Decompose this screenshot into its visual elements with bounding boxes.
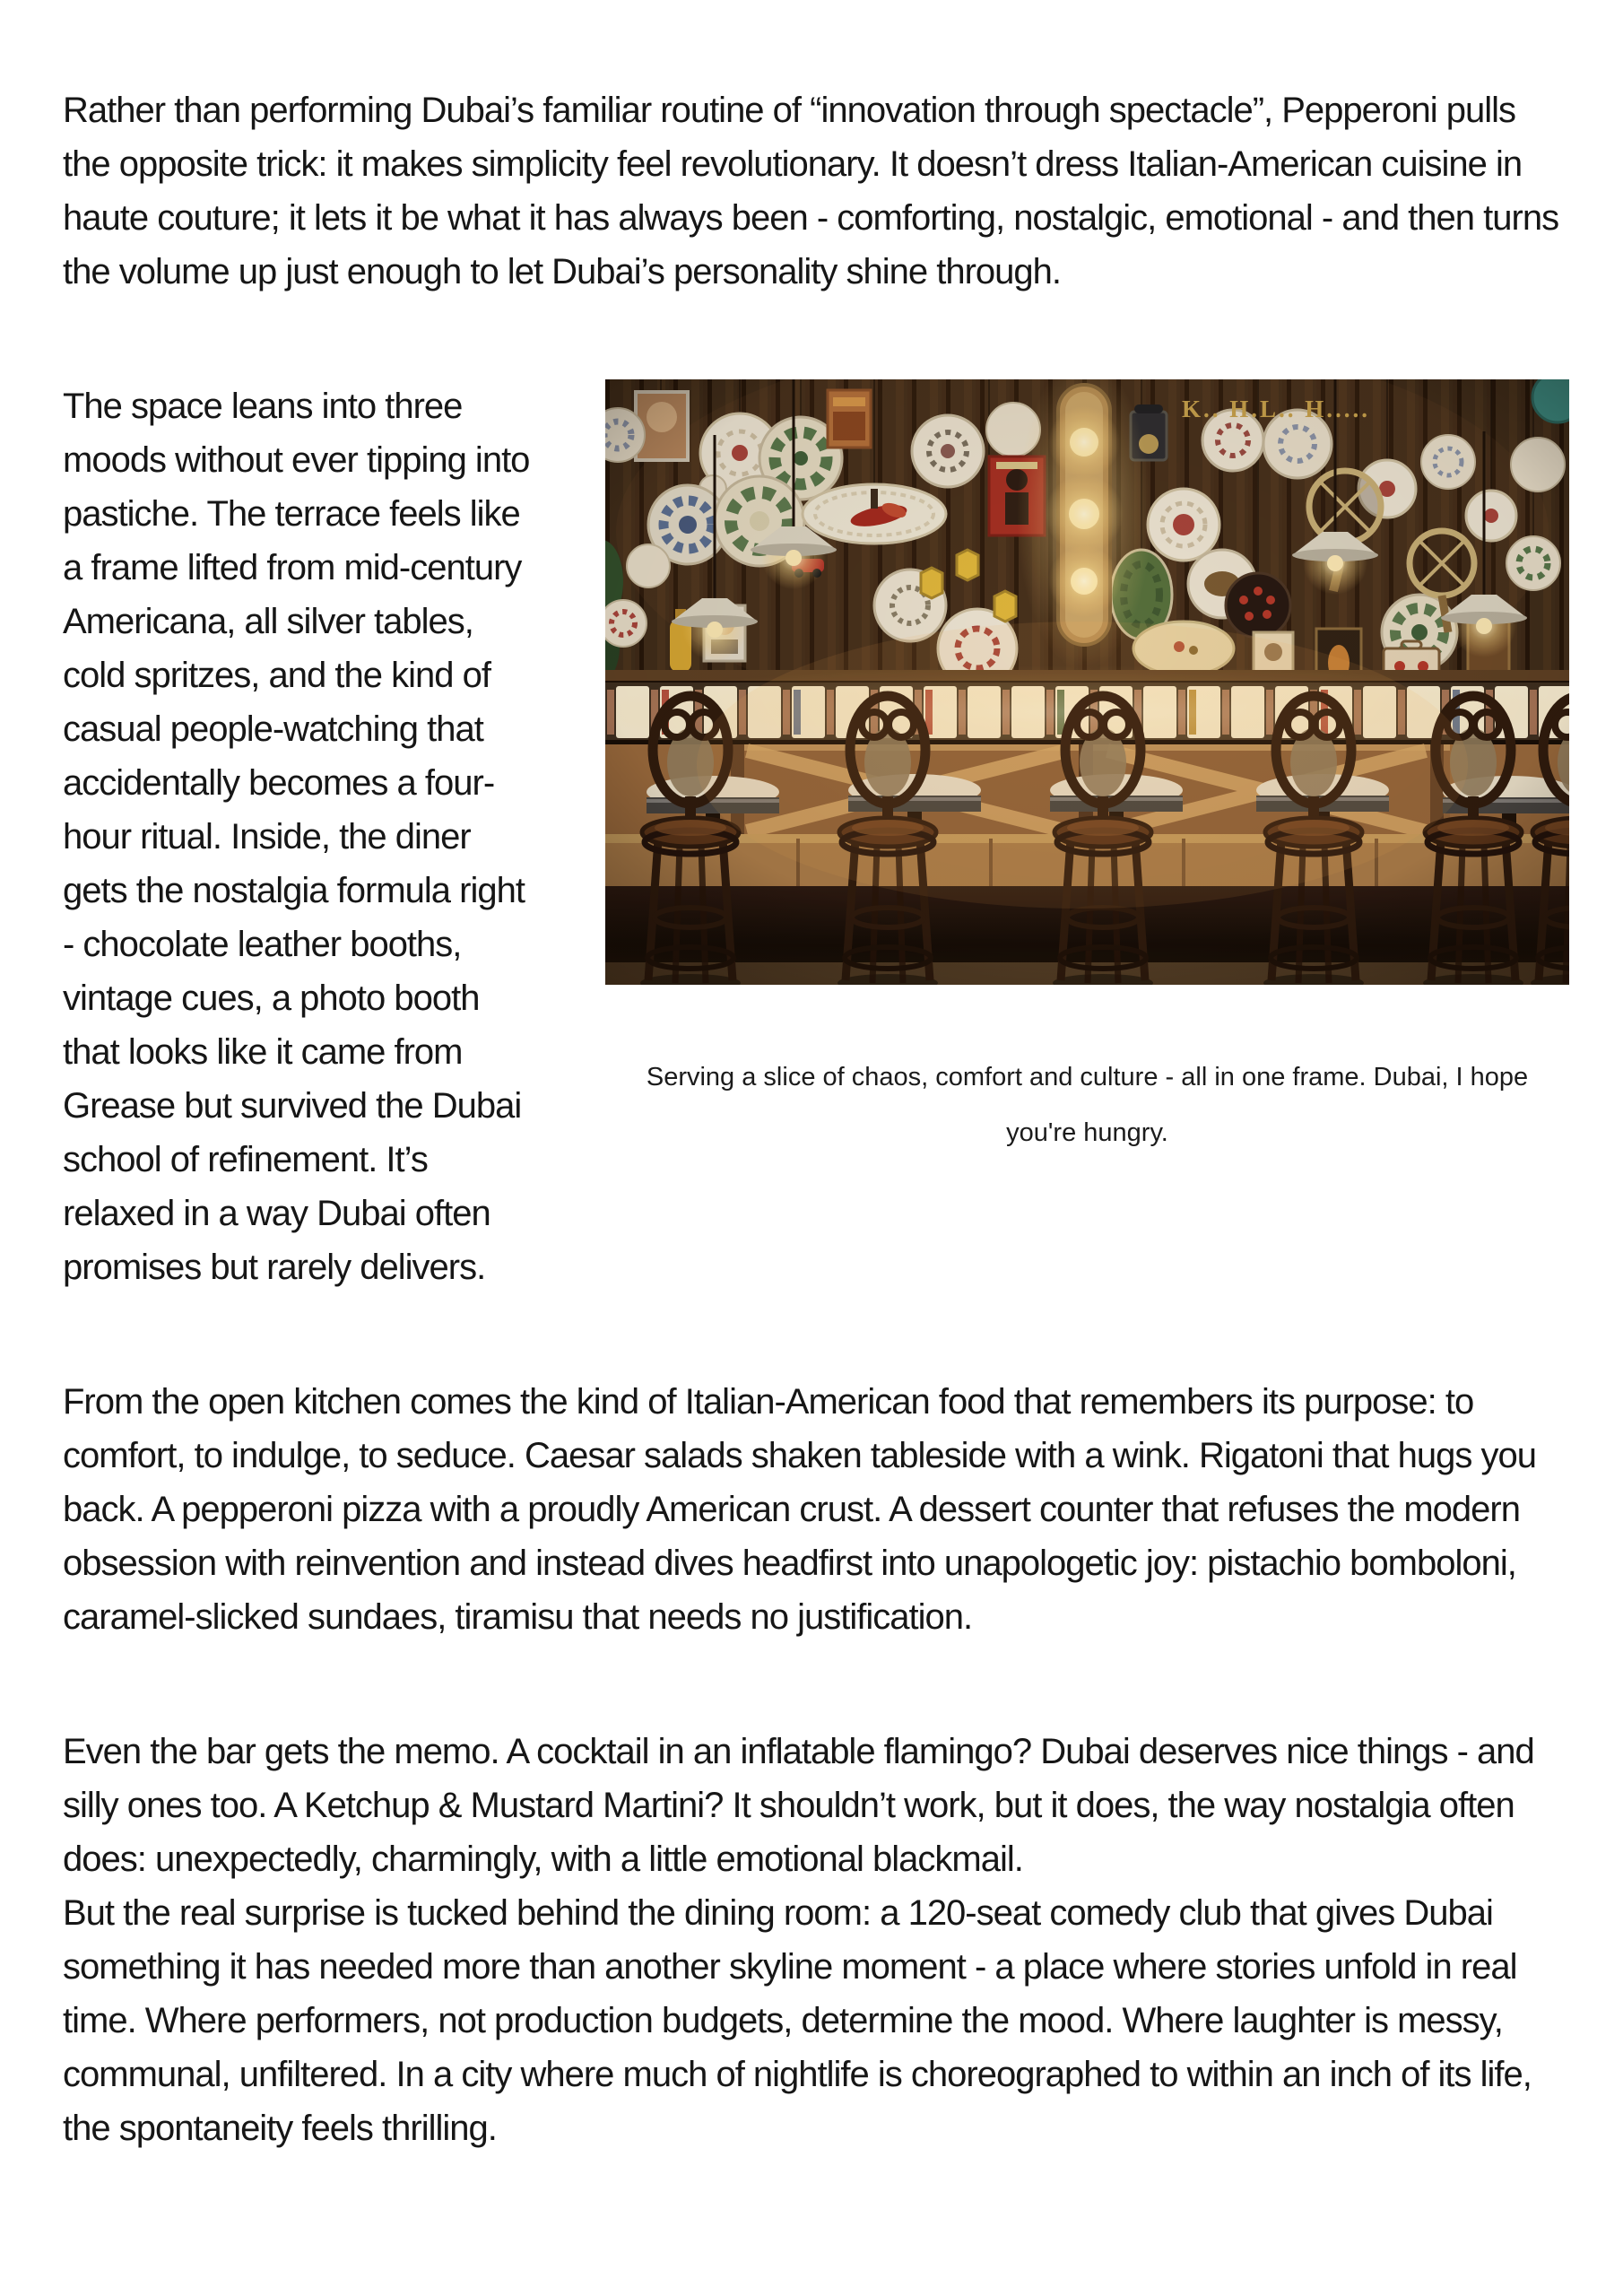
paragraph-4-part-1: Even the bar gets the memo. A cocktail in an inflatable flamingo? Dubai deserves nice things - and silly ones too. A Ketchup & Mustard Martini? It shouldn’t work, but it does, the way nostalgia often does: unexpectedly, charmingly, with a little emotional blackmail. [63, 1732, 1534, 1879]
article [63, 83, 1569, 2155]
paragraph-1: Rather than performing Dubai’s familiar routine of “innovation through spectacle”, Pepperoni pulls the opposite trick: it makes simplicity feel revolutionary. It doesn’t dress Italian-American cuisine in haute couture; it lets it be what it has always been - comforting, nostalgic, emotional - and then turns the volume up just enough to let Dubai’s personality shine through. [63, 91, 1559, 291]
paragraph-4 [63, 1725, 1569, 2155]
vignette-overlay [605, 379, 1569, 985]
figure-block [605, 379, 1569, 1161]
restaurant-photo-illustration [605, 379, 1569, 985]
paragraph-2 [63, 379, 1569, 1294]
figure-caption: Serving a slice of chaos, comfort and culture - all in one frame. Dubai, I hope you're hungry. [646, 1063, 1529, 1147]
paragraph-2-text: The space leans into three moods without ever tipping into pastiche. The terrace feels like a frame lifted from mid-century Americana, all silver tables, cold spritzes, and the kind of casual people-watching that accidentally becomes a four-hour ritual. Inside, the diner gets the nostalgia formula right - chocolate leather booths, vintage cues, a photo booth that looks like it came from Grease but survived the Dubai school of refinement. It’s relaxed in a way Dubai often promises but rarely delivers. [63, 387, 530, 1287]
paragraph-3: From the open kitchen comes the kind of Italian-American food that remembers its purpose: to comfort, to indulge, to seduce. Caesar salads shaken tableside with a wink. Rigatoni that hugs you back. A pepperoni pizza with a proudly American crust. A dessert counter that refuses the modern obsession with reinvention and instead dives headfirst into unapologetic joy: pistachio bomboloni, caramel-slicked sundaes, tiramisu that needs no justification. [63, 1382, 1536, 1637]
restaurant-photo [605, 379, 1569, 985]
paragraph-4-part-2: But the real surprise is tucked behind the dining room: a 120-seat comedy club that gives Dubai something it has needed more than another skyline moment - a place where stories unfold in real time. Where performers, not production budgets, determine the mood. Where laughter is messy, communal, unfiltered. In a city where much of nightlife is choreographed to within an inch of its life, the spontaneity feels thrilling. [63, 1893, 1532, 2148]
